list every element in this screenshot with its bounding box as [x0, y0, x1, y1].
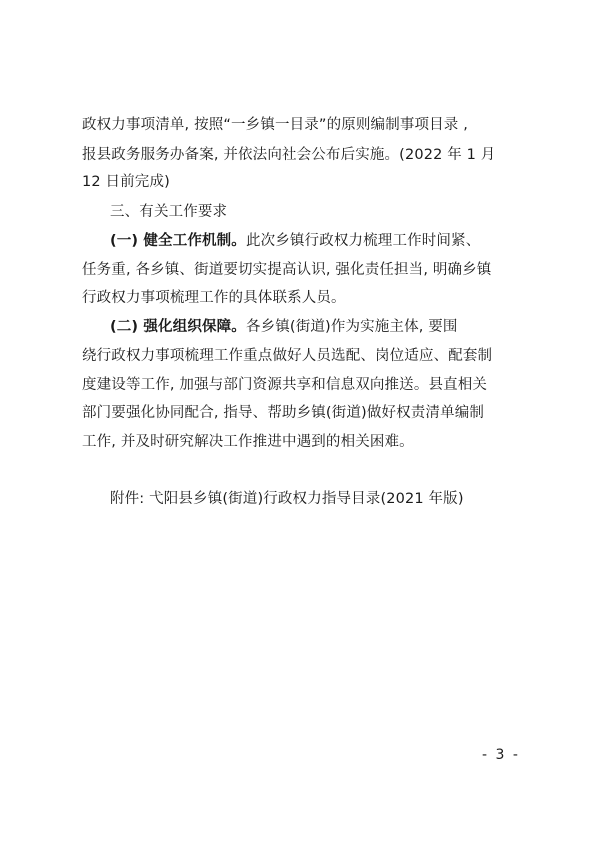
subsection-heading: (一) 健全工作机制。	[110, 233, 246, 249]
body-line: 行政权力事项梳理工作的具体联系人员。	[82, 290, 346, 306]
body-line: 工作, 并及时研究解决工作推进中遇到的相关困难。	[82, 434, 414, 450]
body-line: 报县政务服务办备案, 并依法向社会公布后实施。(2022 年 1 月	[82, 147, 496, 163]
attachment-line: 附件: 弋阳县乡镇(街道)行政权力指导目录(2021 年版)	[110, 491, 464, 507]
paragraph-first-line	[110, 318, 458, 336]
subsection-heading: (二) 强化组织保障。	[110, 319, 246, 335]
body-line: 度建设等工作, 加强与部门资源共享和信息双向推送。县直相关	[82, 377, 488, 393]
body-line: 绕行政权力事项梳理工作重点做好人员选配、岗位适应、配套制	[82, 348, 493, 364]
paragraph-first-line	[110, 232, 480, 250]
body-line: 12 日前完成)	[82, 174, 170, 190]
body-line: 部门要强化协同配合, 指导、帮助乡镇(街道)做好权责清单编制	[82, 405, 485, 421]
body-line: 任务重, 各乡镇、街道要切实提高认识, 强化责任担当, 明确乡镇	[82, 262, 492, 278]
body-line: 政权力事项清单, 按照“一乡镇一目录”的原则编制事项目录 ,	[82, 117, 468, 133]
page-number: - 3 -	[482, 747, 520, 763]
body-text: 各乡镇(街道)作为实施主体, 要围	[245, 319, 458, 335]
body-text: 此次乡镇行政权力梳理工作时间紧、	[245, 233, 481, 249]
section-heading: 三、有关工作要求	[110, 204, 228, 220]
